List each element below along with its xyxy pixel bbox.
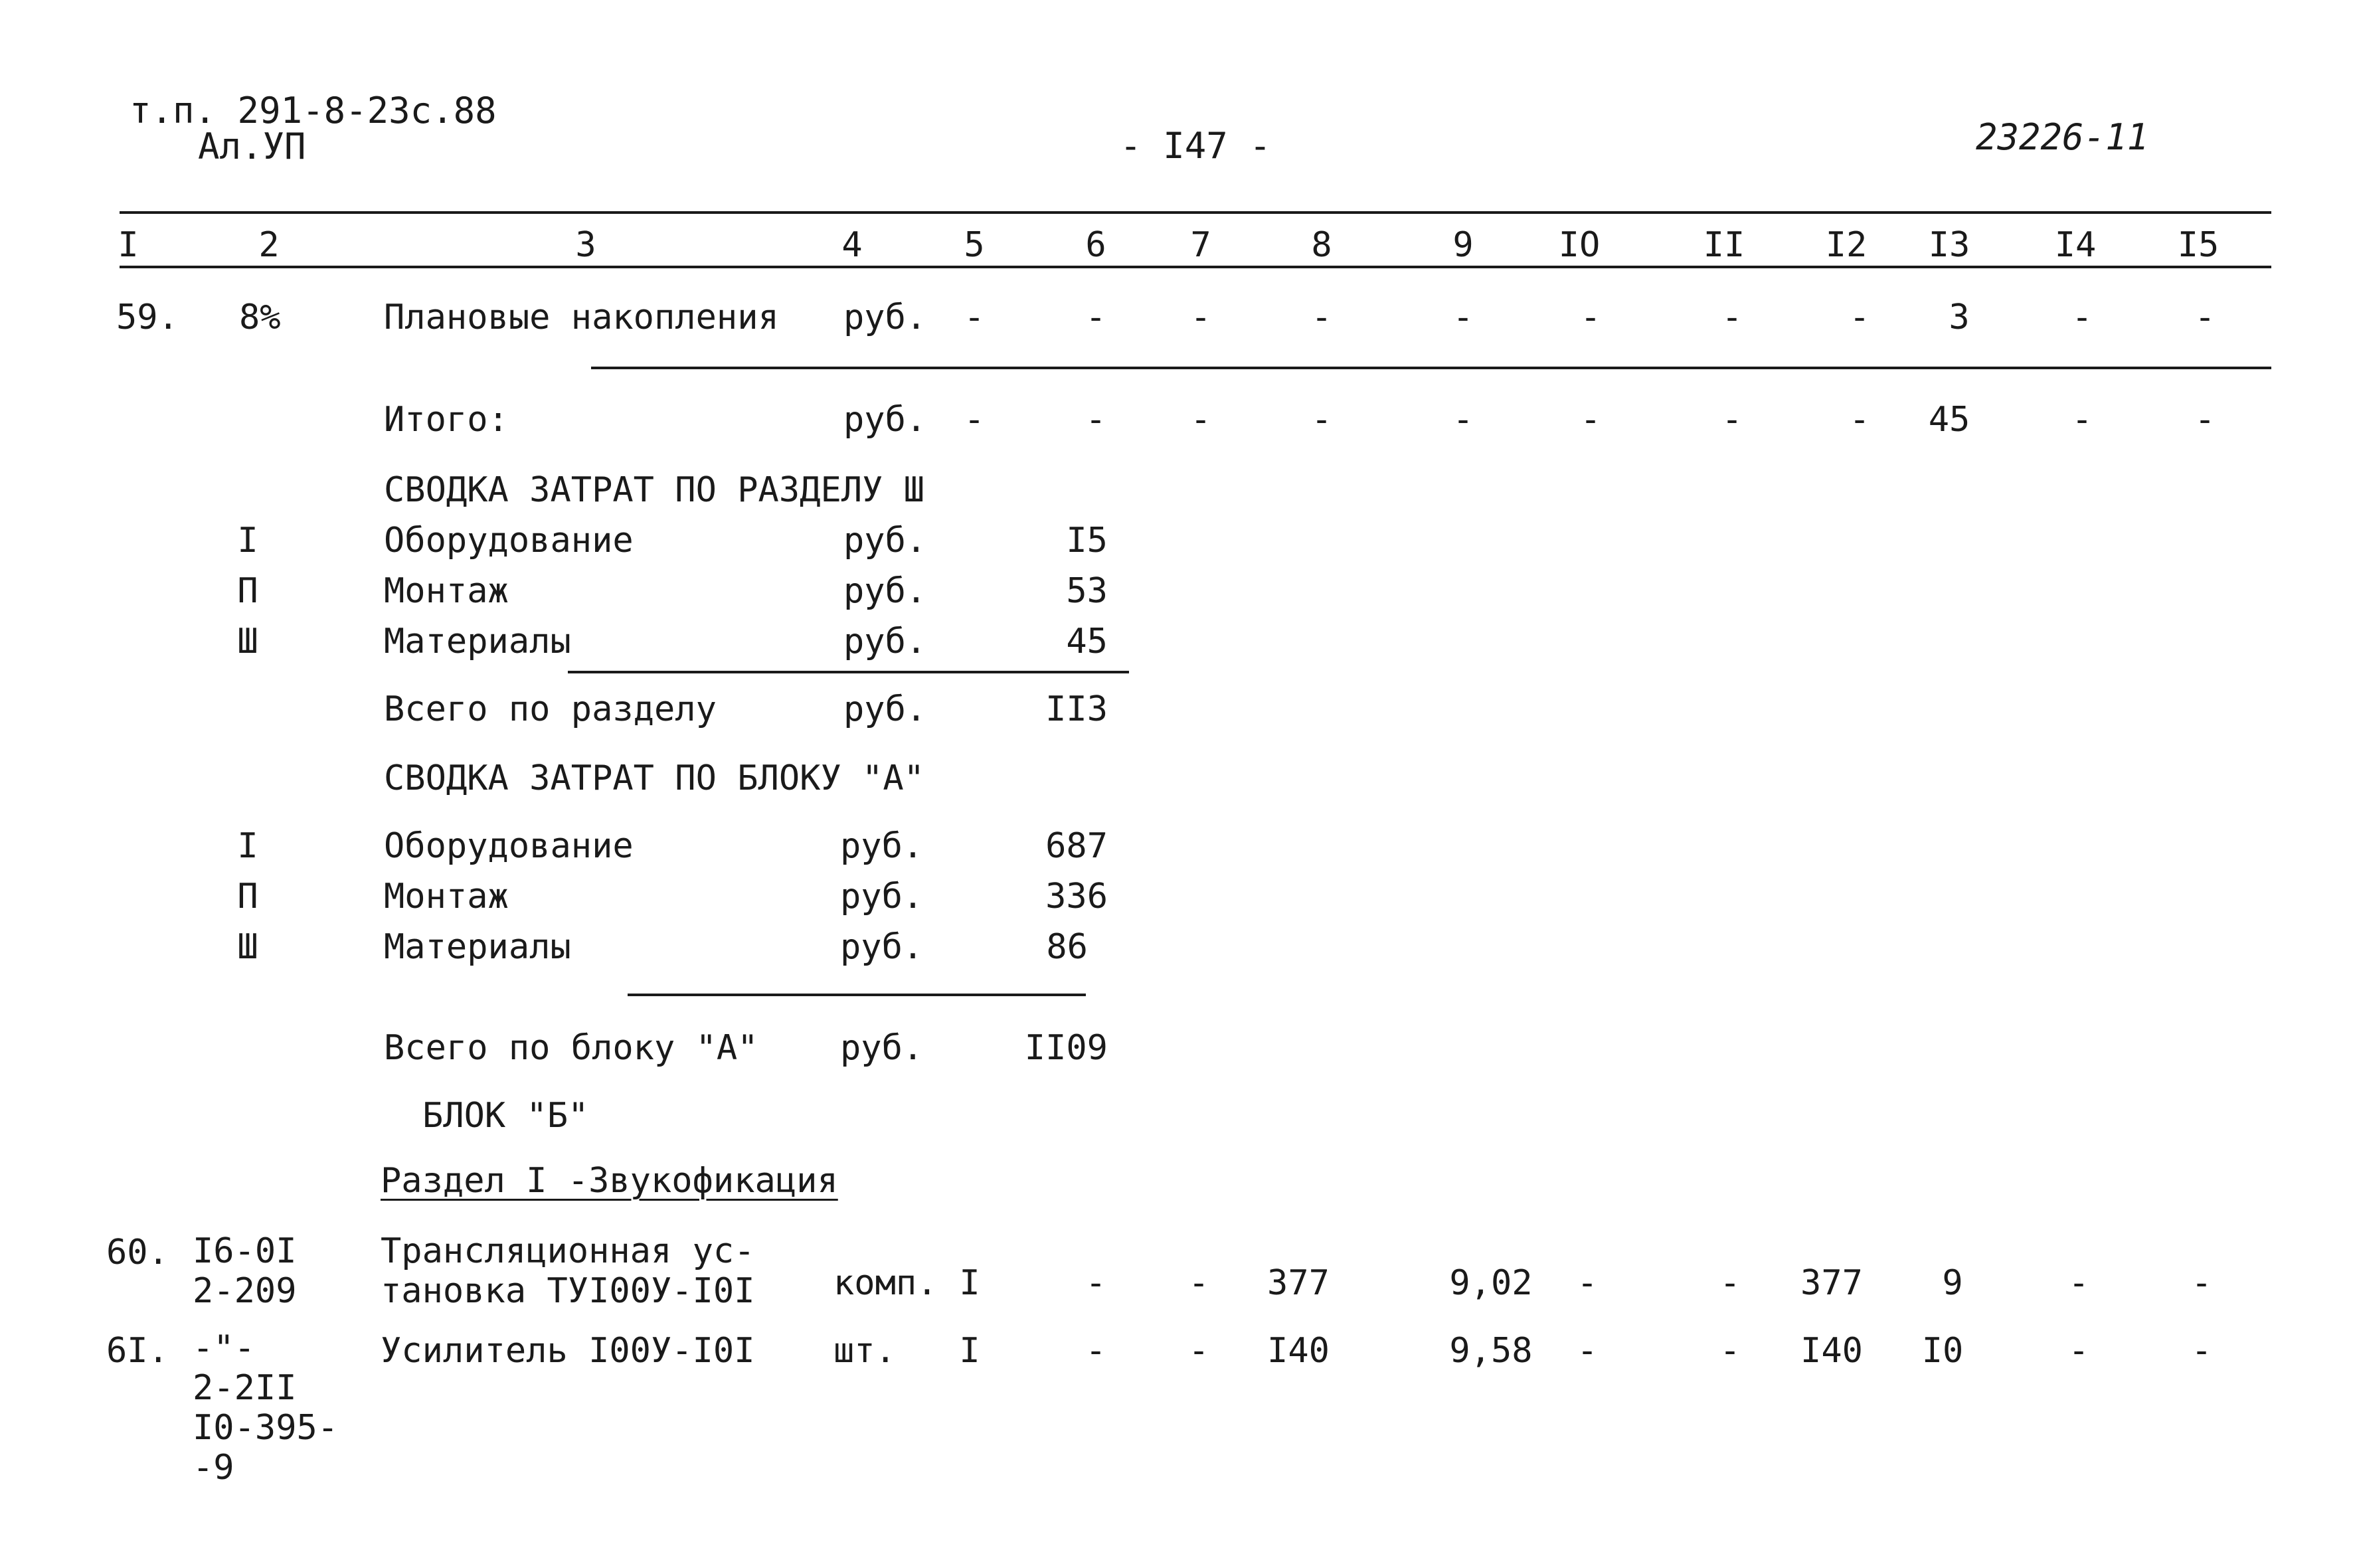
cell: - [2071,400,2093,440]
cell: - [1577,1263,1598,1303]
item-unit: руб. [843,571,927,611]
column-number: I5 [2177,225,2220,265]
cell: - [1188,1263,1209,1303]
cell: - [1452,298,1474,337]
row-unit: комп. [833,1263,938,1303]
row-name: Итого: [384,400,509,440]
column-number: IO [1558,225,1601,265]
cell: 3 [1949,298,1970,337]
block-total-unit: руб. [840,1028,924,1068]
section-total-label: Всего по разделу [384,689,717,729]
item-name: Оборудование [384,521,634,561]
cell: - [1190,400,1211,440]
item-name: Оборудование [384,826,634,866]
name-line: тановка ТУI00У-I0I [381,1271,755,1311]
column-number: 8 [1311,225,1332,265]
cell: - [2194,298,2216,337]
section-total-rule [568,671,1129,673]
row-name [381,1231,755,1311]
item-number: I [237,521,258,561]
column-number: II [1703,225,1745,265]
name-line: Трансляционная ус- [381,1231,755,1271]
cell: - [2068,1331,2089,1371]
section-heading: Раздел I -Звукофикация [381,1161,838,1201]
archive-number: 23226-11 [1976,116,2149,158]
cell: I [959,1331,980,1371]
document-code: т.п. 291-8-23с.88 [130,90,497,131]
column-number: I2 [1825,225,1868,265]
block-total-value: II09 [1024,1028,1108,1068]
cell: - [1085,400,1106,440]
cell: - [1085,1263,1106,1303]
item-number: П [237,571,258,611]
cell: - [1849,298,1870,337]
cell: - [1577,1331,1598,1371]
cell: - [1085,1331,1106,1371]
column-number: 7 [1190,225,1211,265]
subtotal-rule [591,367,2271,369]
item-unit: руб. [840,927,924,967]
item-number: П [237,877,258,916]
block-total-label: Всего по блоку "А" [384,1028,758,1068]
section-total-unit: руб. [843,689,927,729]
table-header-rule [120,266,2271,268]
cell: - [1721,400,1743,440]
cell: - [2191,1331,2212,1371]
row-code [193,1231,297,1311]
cell: - [964,298,985,337]
item-name: Монтаж [384,571,509,611]
cell: 9 [1942,1263,1963,1303]
block-summary-title: СВОДКА ЗАТРАТ ПО БЛОКУ "А" [384,758,924,798]
cell: - [1452,400,1474,440]
cell: 9,58 [1449,1331,1533,1371]
row-unit: шт. [833,1331,896,1371]
cell: - [1188,1331,1209,1371]
cell: 9,02 [1449,1263,1533,1303]
column-number: 4 [841,225,863,265]
item-name: Монтаж [384,877,509,916]
cell: 377 [1267,1263,1330,1303]
row-name: Усилитель I00У-I0I [381,1331,755,1371]
column-number: 5 [964,225,985,265]
column-number: 6 [1085,225,1106,265]
item-number: I [237,826,258,866]
item-unit: руб. [840,826,924,866]
cell: I40 [1267,1331,1330,1371]
item-value: 53 [1066,571,1108,611]
cell: I40 [1800,1331,1863,1371]
cell: - [2068,1263,2089,1303]
block-b-title: БЛОК "Б" [422,1096,589,1136]
row-number: 59. [116,298,179,337]
cell: - [1580,298,1601,337]
column-number: 2 [258,225,280,265]
section-total-value: II3 [1045,689,1108,729]
item-name: Материалы [384,622,571,661]
cell: - [1311,298,1332,337]
cell: - [2071,298,2093,337]
cell: - [1580,400,1601,440]
row-number: 6I. [106,1331,169,1371]
item-value: 45 [1066,622,1108,661]
cell: - [2194,400,2216,440]
cell: - [2191,1263,2212,1303]
item-number: Ш [237,622,258,661]
item-name: Материалы [384,927,571,967]
cell: - [1719,1331,1741,1371]
item-value: 687 [1045,826,1108,866]
block-total-rule [628,994,1086,996]
cell: - [1085,298,1106,337]
row-name: Плановые накопления [384,298,779,337]
item-value: 336 [1045,877,1108,916]
album-number: Ал.УП [198,126,306,167]
row-unit: руб. [843,400,927,440]
column-number: 9 [1452,225,1474,265]
code-line: 2-209 [193,1271,297,1311]
cell: - [1719,1263,1741,1303]
cell: - [964,400,985,440]
item-number: Ш [237,927,258,967]
code-line: -"- [193,1328,255,1368]
cell: 45 [1928,400,1970,440]
row-code [193,1328,338,1488]
page-number: - I47 - [1120,125,1271,167]
row-code: 8% [239,298,281,337]
column-number: I3 [1928,225,1970,265]
column-number: I4 [2054,225,2097,265]
code-line: I0-395- [193,1408,339,1448]
code-line: I6-0I [193,1231,297,1271]
item-unit: руб. [843,521,927,561]
column-number: 3 [575,225,596,265]
section-summary-title: СВОДКА ЗАТРАТ ПО РАЗДЕЛУ Ш [384,470,924,510]
table-top-rule [120,211,2271,214]
item-value: I5 [1066,521,1108,561]
cell: I [959,1263,980,1303]
row-unit: руб. [843,298,927,337]
cell: - [1190,298,1211,337]
cell: - [1311,400,1332,440]
cell: I0 [1921,1331,1964,1371]
item-unit: руб. [843,622,927,661]
item-value: 86 [1046,927,1088,967]
code-line: 2-2II [193,1368,297,1408]
item-unit: руб. [840,877,924,916]
cell: - [1721,298,1743,337]
cell: - [1849,400,1870,440]
cell: 377 [1800,1263,1863,1303]
column-number: I [118,225,139,265]
row-number: 60. [106,1233,169,1272]
code-line: -9 [193,1448,234,1488]
